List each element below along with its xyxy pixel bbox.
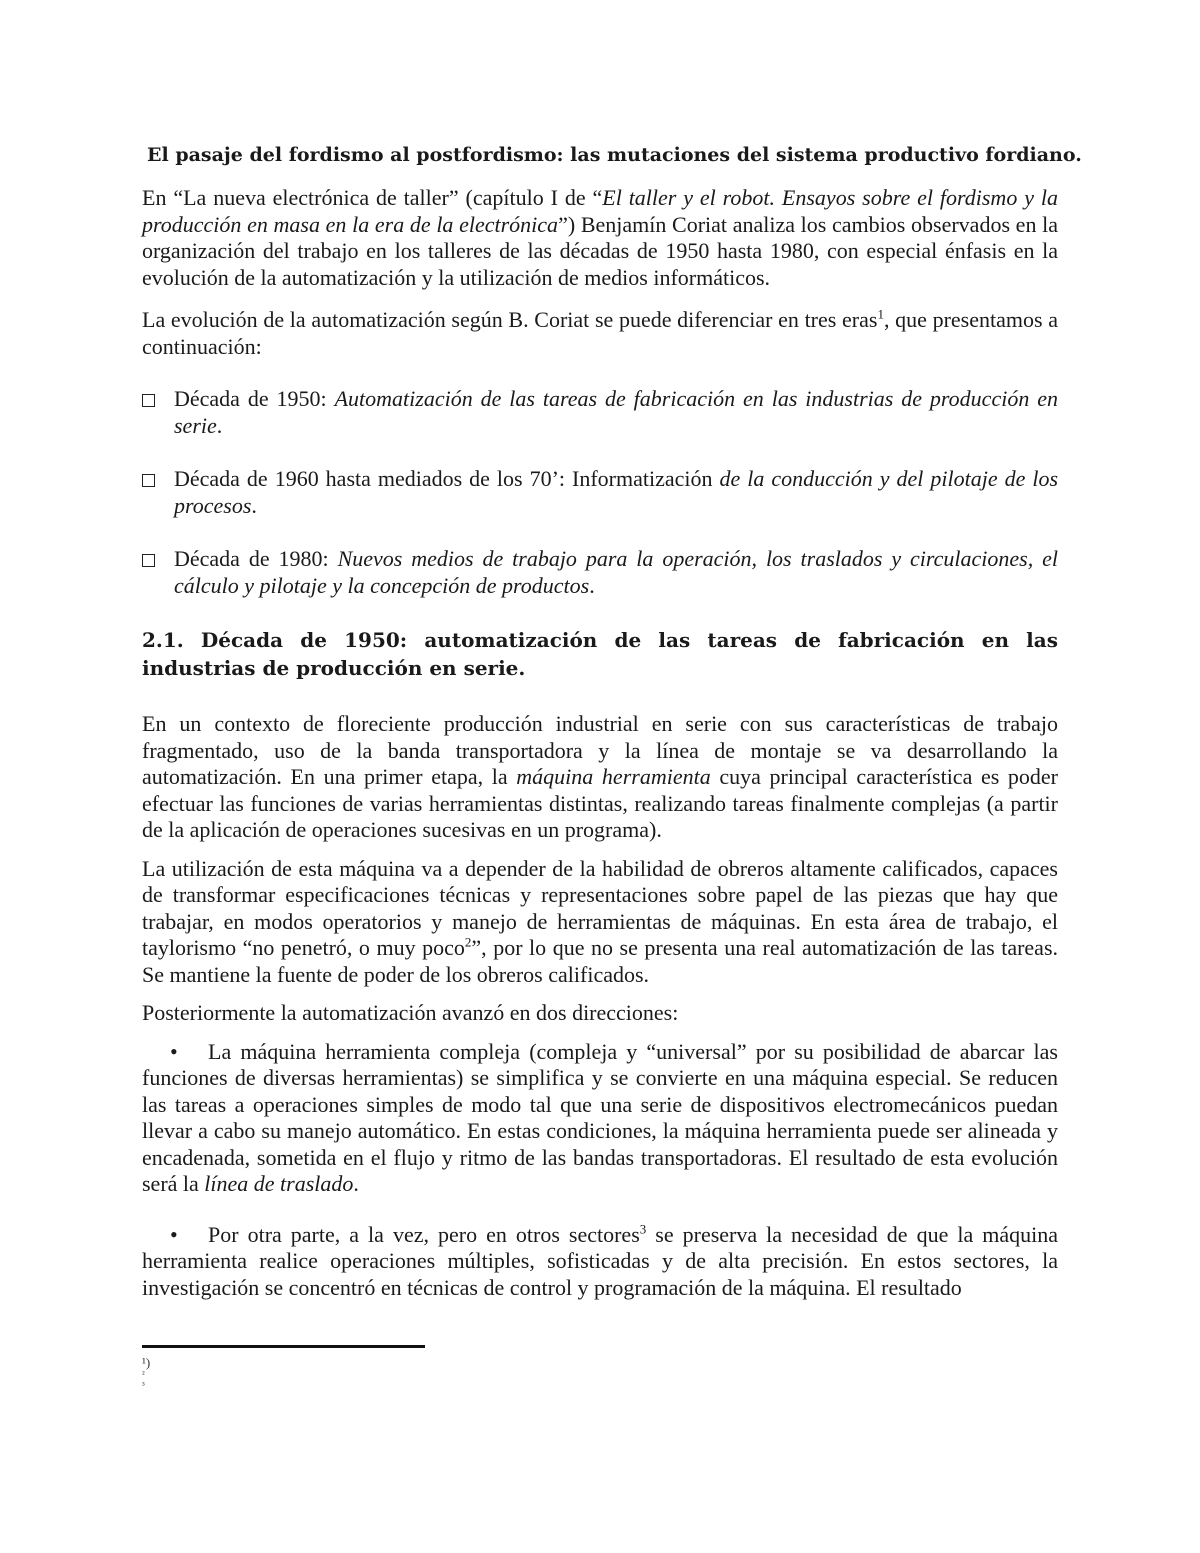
footnote-ref-2: 2	[464, 934, 472, 950]
footnote-2: ²	[142, 1369, 145, 1379]
checkbox-glyph-icon	[142, 394, 155, 407]
period-item	[142, 546, 1058, 599]
checkbox-glyph-icon	[142, 474, 155, 487]
period-end: .	[251, 492, 257, 518]
document-title: El pasaje del fordismo al postfordismo: las mutaciones del sistema productivo fordiano.	[147, 144, 1082, 166]
footnotes	[142, 1356, 342, 1391]
footnote-ref-3: 3	[639, 1221, 647, 1237]
intro-paragraph	[142, 185, 1058, 291]
eras-paragraph	[142, 307, 1058, 360]
context-paragraph	[142, 711, 1058, 844]
context-text-1: En un contexto de floreciente producción industrial en serie con sus características de trabajo fragmentado, uso de la banda transportadora y la línea de montaje se va desarrollando la automatización. En una primer etapa, la	[142, 711, 1058, 789]
transfer-line-term: línea de traslado	[204, 1171, 354, 1196]
period-item	[142, 386, 1058, 439]
intro-text-1: En “La nueva electrónica de taller” (capítulo I de “	[142, 185, 603, 210]
machine-use-text-2: ”, por lo que no se presenta una real automatización de las tareas. Se mantiene la fuente de poder de los obreros calificados.	[142, 935, 1059, 987]
direction-bullet	[142, 1222, 1058, 1302]
bullet-icon: •	[170, 1038, 178, 1064]
footnote-3: ³	[142, 1380, 145, 1390]
periods-list	[142, 386, 1058, 599]
context-text-2: cuya principal característica es poder efectuar las funciones de varias herramientas distintas, realizando tareas finalmente complejas (a partir de la aplicación de operaciones sucesivas en un programa).	[142, 764, 1059, 842]
checkbox-glyph-icon	[142, 554, 155, 567]
bullet-text-2: se preserva la necesidad de que la máquina herramienta realice operaciones múltiples, sofisticadas y de alta precisión. En estos sectores, la investigación se concentró en técnicas de control y programación de la máquina. El resultado	[142, 1221, 1058, 1300]
period-text: Década de 1950:	[174, 386, 335, 411]
period-end: .	[216, 412, 223, 438]
intro-text-2: ”) Benjamín Coriat analiza los cambios observados en la organización del trabajo en los talleres de las décadas de 1950 hasta 1980, con especial énfasis en la evolución de la automatización y la utilización de medios informáticos.	[142, 211, 1058, 290]
footnote-1: ¹)	[142, 1355, 151, 1370]
period-italic: Nuevos medios de trabajo para la operación, los traslados y circulaciones, el cálculo y pilotaje y la concepción de productos	[174, 546, 1059, 598]
footnote-separator	[142, 1345, 425, 1348]
period-text: Década de 1980:	[174, 546, 338, 571]
machine-use-text-1: La utilización de esta máquina va a depender de la habilidad de obreros altamente calificados, capaces de transformar especificaciones técnicas y representaciones sobre papel de las piezas que hay que trabajar, en modos operatorios y manejo de herramientas de máquinas. En esta área de trabajo, el taylorismo “no penetró, o muy poco	[142, 855, 1058, 960]
eras-text-1: La evolución de la automatización según B. Coriat se puede diferenciar en tres eras	[142, 307, 878, 332]
bullet-text-2: .	[353, 1171, 359, 1196]
page-content	[142, 142, 1082, 1301]
period-italic: Automatización de las tareas de fabricación en las industrias de producción en serie	[174, 386, 1059, 438]
section-heading: 2.1. Década de 1950: automatización de las tareas de fabricación en las industrias de producción en serie.	[142, 628, 1058, 680]
bullet-icon: •	[170, 1221, 178, 1247]
directions-paragraph: Posteriormente la automatización avanzó en dos direcciones:	[142, 1000, 679, 1025]
period-italic: de la conducción y del pilotaje de los procesos	[174, 466, 1059, 518]
period-item	[142, 466, 1058, 519]
machine-tool-term: máquina herramienta	[516, 764, 711, 789]
direction-bullet	[142, 1039, 1058, 1198]
machine-use-paragraph	[142, 856, 1058, 989]
period-end: .	[589, 572, 595, 598]
bullet-text-1: Por otra parte, a la vez, pero en otros sectores	[208, 1221, 640, 1247]
book-title: El taller y el robot. Ensayos sobre el fordismo y la producción en masa en la era de la electrónica	[142, 185, 1058, 237]
bullet-text-1: La máquina herramienta compleja (compleja y “universal” por su posibilidad de abarcar las funciones de diversas herramientas) se simplifica y se convierte en una máquina especial. Se reducen las tareas a operaciones simples de modo tal que una serie de dispositivos electromecánicos puedan llevar a cabo su manejo automático. En estas condiciones, la máquina herramienta puede ser alineada y encadenada, sometida en el flujo y ritmo de las bandas transportadoras. El resultado de esta evolución será la	[142, 1038, 1058, 1196]
period-text: Década de 1960 hasta mediados de los 70’: Informatización	[174, 466, 720, 491]
eras-text-2: , que presentamos a continuación:	[142, 307, 1058, 359]
footnote-ref-1: 1	[877, 306, 884, 322]
